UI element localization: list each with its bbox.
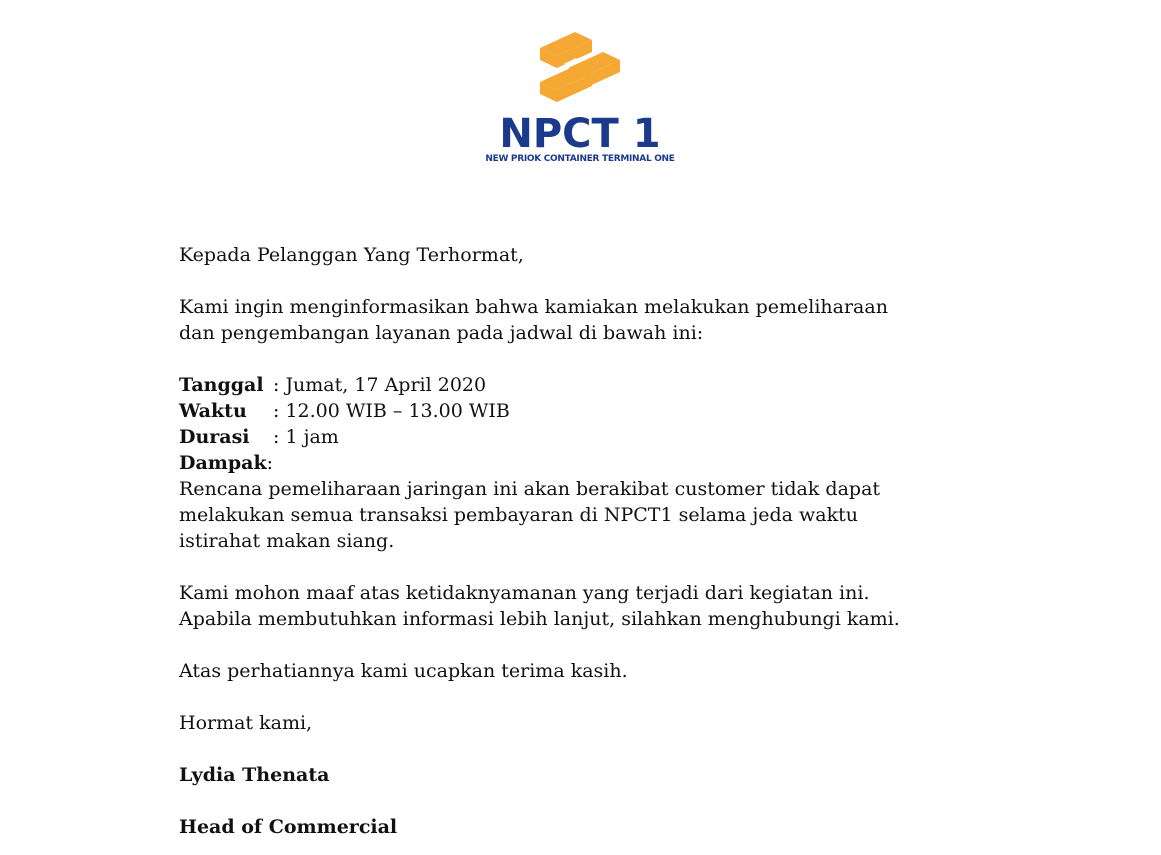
spacer: [179, 632, 1039, 658]
logo-wordmark: NPCT 1: [499, 111, 661, 157]
letter-body: [179, 242, 1039, 840]
spacer: [179, 268, 1039, 294]
greeting: Kepada Pelanggan Yang Terhormat,: [179, 244, 524, 266]
impact-line-3: istirahat makan siang.: [179, 530, 395, 552]
tanggal-value: : Jumat, 17 April 2020: [273, 374, 487, 396]
durasi-label: Durasi: [179, 426, 250, 448]
schedule-tanggal: [179, 372, 1039, 398]
spacer: [179, 736, 1039, 762]
schedule-waktu: [179, 398, 1039, 424]
schedule-dampak: [179, 450, 1039, 476]
company-logo: [480, 30, 680, 170]
spacer: [179, 788, 1039, 814]
schedule-durasi: [179, 424, 1039, 450]
apology-line-2: Apabila membutuhkan informasi lebih lanjut, silahkan menghubungi kami.: [179, 608, 900, 630]
durasi-value: : 1 jam: [273, 426, 339, 448]
waktu-label: Waktu: [179, 400, 247, 422]
intro-line-1: Kami ingin menginformasikan bahwa kamiakan melakukan pemeliharaan: [179, 296, 888, 318]
impact-line-1: Rencana pemeliharaan jaringan ini akan berakibat customer tidak dapat: [179, 478, 881, 500]
dampak-label: Dampak: [179, 452, 267, 474]
thanks-line: Atas perhatiannya kami ucapkan terima kasih.: [179, 660, 628, 682]
waktu-value: : 12.00 WIB – 13.00 WIB: [273, 400, 510, 422]
spacer: [179, 554, 1039, 580]
logo-mark-icon: [480, 30, 680, 114]
apology-line-1: Kami mohon maaf atas ketidaknyamanan yang terjadi dari kegiatan ini.: [179, 582, 870, 604]
tanggal-label: Tanggal: [179, 374, 264, 396]
logo-subtitle: NEW PRIOK CONTAINER TERMINAL ONE: [485, 154, 675, 164]
impact-line-2: melakukan semua transaksi pembayaran di NPCT1 selama jeda waktu: [179, 504, 858, 526]
closing-line: Hormat kami,: [179, 712, 313, 734]
intro-line-2: dan pengembangan layanan pada jadwal di bawah ini:: [179, 322, 704, 344]
signer-name: Lydia Thenata: [179, 764, 330, 786]
spacer: [179, 684, 1039, 710]
signer-title: Head of Commercial: [179, 816, 398, 838]
dampak-colon: :: [266, 452, 274, 474]
spacer: [179, 346, 1039, 372]
